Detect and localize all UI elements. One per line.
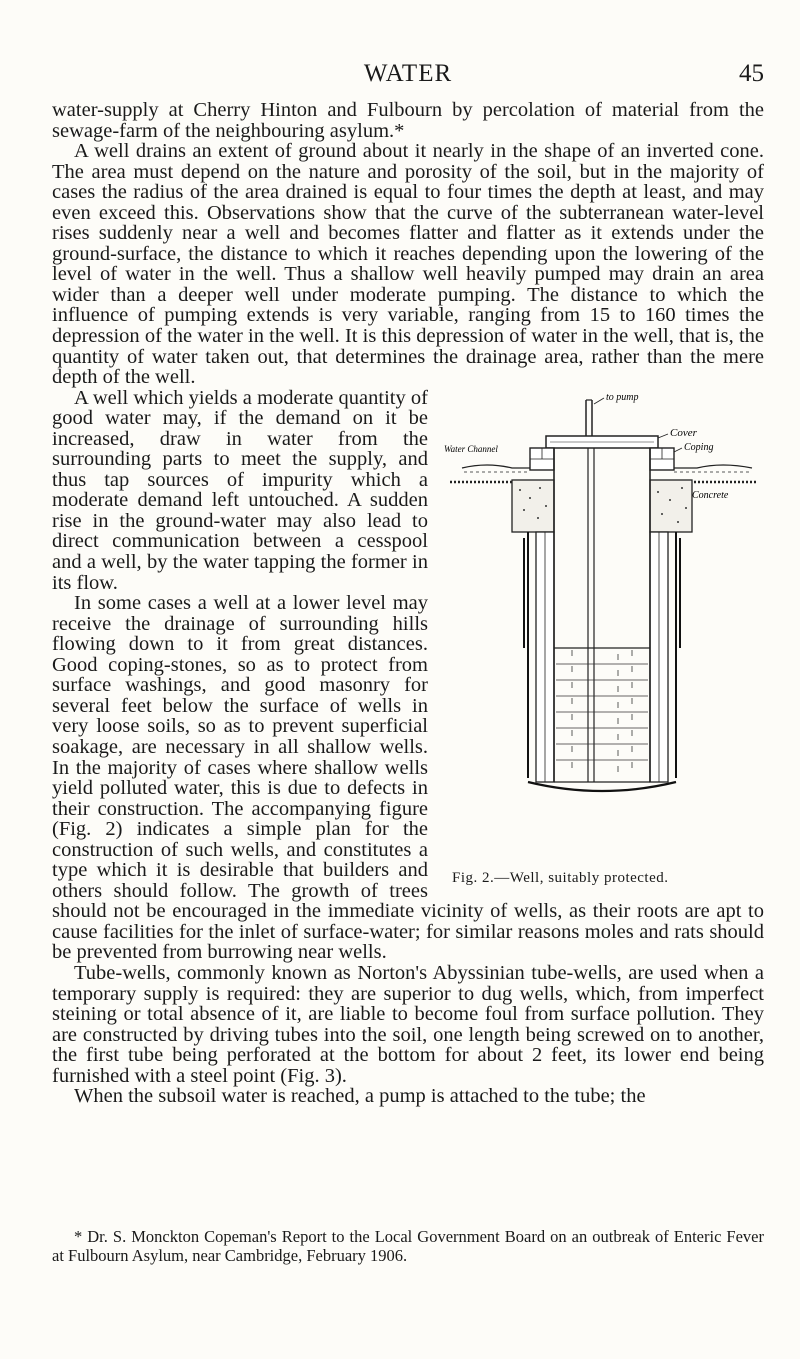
well-diagram: [442, 388, 764, 884]
paragraph: A well drains an extent of ground about it nearly in the shape of an inverted cone. The area must depend on the nature and porosity of the soil, but in the majority of cases the radius of the area drained is equal to four times the depth at least, and may even exceed this. Observations show that the curve of the subterranean water-level rises suddenly near a well and becomes flatter and flatter as it extends under the ground-surface, the distance to which it reaches depending upon the lowering of the level of water in the well. Thus a shallow well heavily pumped may drain an area wider than a deeper well under moderate pumping. The distance to which the influence of pumping extends is very variable, ranging from 15 to 160 times the depression of the water in the well. It is this depression of water in the well, that is, the quantity of water taken out, that determines the drainage area, rather than the mere depth of the well.: [52, 140, 764, 389]
running-title: WATER: [363, 60, 453, 87]
page-number: 45: [739, 60, 764, 87]
label-pump: to pump: [606, 391, 639, 403]
footnote: [52, 1227, 764, 1265]
paragraph: water-supply at Cherry Hinton and Fulbourn by percolation of material from the sewage-farm of the neighbouring asylum.*: [52, 99, 764, 142]
figure-caption: Fig. 2.—Well, suitably protected.: [452, 869, 669, 886]
paragraph: In some cases a well at a lower level may receive the drainage of surrounding hills flowing down to it from great distances. Good coping-stones, so as to protect from surface washings, and good masonry for several feet below the surface of wells in very loose soils, so as to prevent superficial soakage, are necessary in all shallow wells. In the majority of cases where shallow wells yield polluted water, this is due to defects in their construction. The accompanying figure (Fig. 2) indicates a simple plan for the construction of such wells, and constitutes a type which it is desirable that builders and others should follow. The growth of trees should not be encouraged in the immediate vicinity of wells, as their roots are apt to cause facilities for the inlet of surface-water; for similar reasons moles and rats should be prevented from burrowing near wells.: [52, 592, 764, 964]
paragraph: When the subsoil water is reached, a pump is attached to the tube; the: [74, 1085, 646, 1108]
paragraph: A well which yields a moderate quantity of good water may, if the demand on it be increased, draw in water from the surrounding parts to meet the supply, and thus tap sources of impurity which a moderate demand left untouched. A sudden rise in the ground-water may also lead to direct communication between a cesspool and a well, by the water tapping the former in its flow.: [52, 386, 428, 594]
label-cover: Cover: [670, 426, 697, 439]
footnote-text: * Dr. S. Monckton Copeman's Report to the Local Government Board on an outbreak of Enteric Fever at Fulbourn Asylum, near Cambridge, February 1906.: [52, 1227, 764, 1265]
running-header: [52, 60, 764, 94]
figure-well-protected: [442, 388, 764, 884]
label-water-channel: Water Channel: [444, 443, 498, 454]
book-page: [52, 0, 764, 1359]
paragraph: Tube-wells, commonly known as Norton's Abyssinian tube-wells, are used when a temporary supply is required: they are superior to dug wells, which, from imperfect steining or total absence of it, are liable to become foul from surface pollution. They are constructed by driving tubes into the soil, one length being screwed on to another, the first tube being perforated at the bottom for about 2 feet, its lower end being furnished with a steel point (Fig. 3).: [52, 961, 764, 1087]
body-text: [52, 100, 764, 1107]
label-concrete: Concrete: [692, 489, 729, 501]
label-coping: Coping: [684, 441, 714, 453]
